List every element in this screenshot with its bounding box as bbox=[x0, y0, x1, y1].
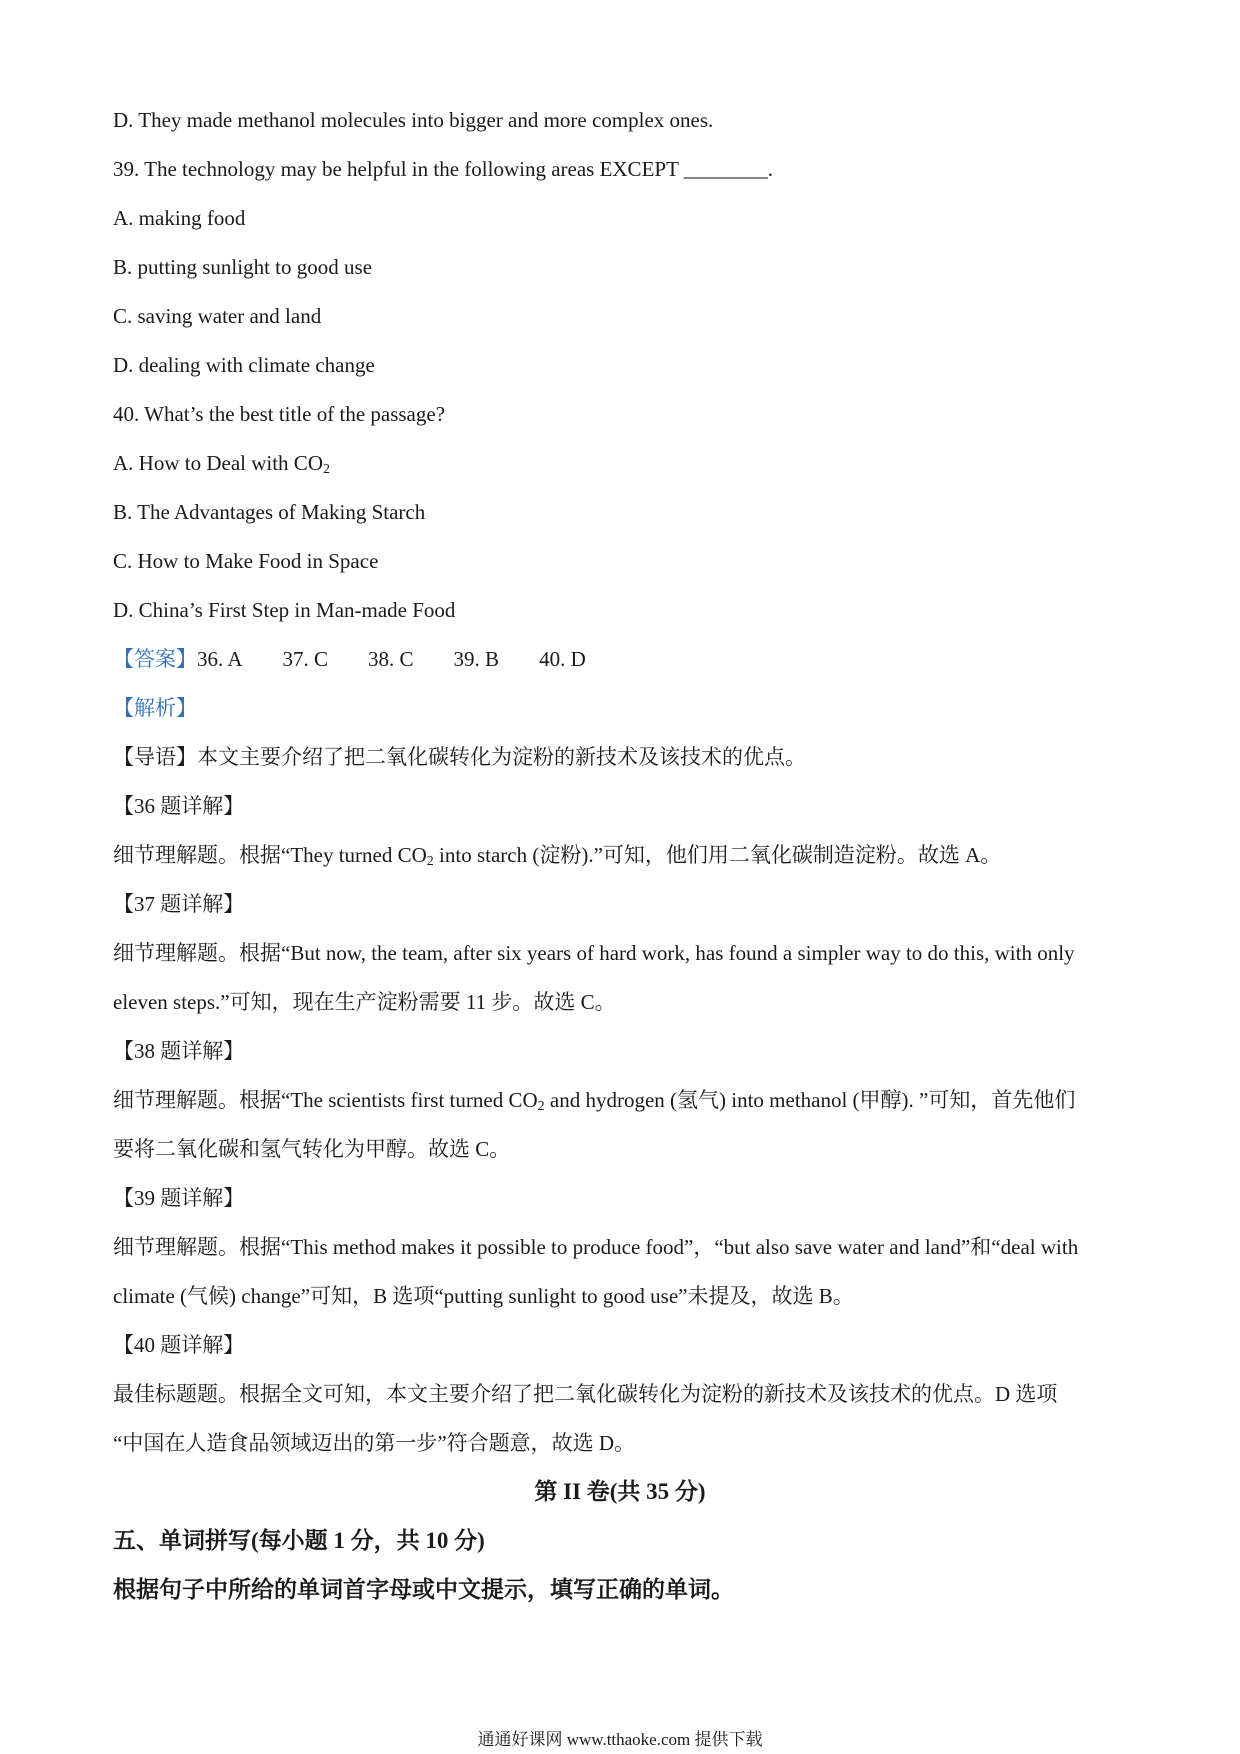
answer-label: 【答案】 bbox=[113, 647, 197, 671]
intro-text: 【导语】本文主要介绍了把二氧化碳转化为淀粉的新技术及该技术的优点。 bbox=[113, 745, 806, 769]
detail-37-text-1: 细节理解题。根据“But now, the team, after six years of hard work, has found a simpler way to do this, with only bbox=[113, 941, 1075, 965]
page-footer: 通通好课网 www.tthaoke.com 提供下载 bbox=[477, 1730, 763, 1749]
answer-item: 39. B bbox=[453, 647, 500, 671]
detail-37-heading: 【37 题详解】 bbox=[113, 892, 245, 916]
option-40d: D. China’s First Step in Man-made Food bbox=[113, 598, 456, 622]
detail-39-heading: 【39 题详解】 bbox=[113, 1186, 245, 1210]
detail-36-heading: 【36 题详解】 bbox=[113, 794, 245, 818]
option-40a: A. How to Deal with $CO_2$ bbox=[113, 451, 330, 477]
answer-item: 40. D bbox=[539, 647, 586, 671]
detail-39-text-2: climate (气候) change”可知，B 选项“putting sunlight to good use”未提及，故选 B。 bbox=[113, 1284, 854, 1308]
detail-38-heading: 【38 题详解】 bbox=[113, 1039, 245, 1063]
answer-item: 37. C bbox=[282, 647, 329, 671]
detail-40-text-1: 最佳标题题。根据全文可知，本文主要介绍了把二氧化碳转化为淀粉的新技术及该技术的优点。D 选项 bbox=[113, 1382, 1058, 1406]
answer-item: 38. C bbox=[368, 647, 414, 671]
detail-39-text-1: 细节理解题。根据“This method makes it possible to produce food”，“but also save water and land”和“deal with bbox=[113, 1235, 1079, 1259]
detail-36-text: 细节理解题。根据“They turned $CO_2$ into starch (淀粉).”可知，他们用二氧化碳制造淀粉。故选 A。 bbox=[113, 843, 1002, 869]
answer-item: 36. A bbox=[197, 647, 243, 671]
question-39: 39. The technology may be helpful in the following areas EXCEPT ________. bbox=[113, 157, 774, 181]
answer-row bbox=[113, 645, 626, 673]
question-40: 40. What’s the best title of the passage? bbox=[113, 402, 446, 426]
detail-40-text-2: “中国在人造食品领域迈出的第一步”符合题意，故选 D。 bbox=[113, 1431, 636, 1455]
detail-37-text-2: eleven steps.”可知，现在生产淀粉需要 11 步。故选 C。 bbox=[113, 990, 616, 1014]
detail-38-text-1: 细节理解题。根据“The scientists first turned $CO_2$ and hydrogen (氢气) into methanol (甲醇). ”可知，首先他们 bbox=[113, 1088, 1076, 1114]
detail-40-heading: 【40 题详解】 bbox=[113, 1333, 245, 1357]
part-5-heading: 五、单词拼写(每小题 1 分，共 10 分) bbox=[113, 1528, 485, 1553]
option-40c: C. How to Make Food in Space bbox=[113, 549, 379, 573]
part-5-instruction: 根据句子中所给的单词首字母或中文提示，填写正确的单词。 bbox=[113, 1577, 734, 1602]
option-40b: B. The Advantages of Making Starch bbox=[113, 500, 426, 524]
analysis-label: 【解析】 bbox=[113, 696, 197, 720]
detail-38-text-2: 要将二氧化碳和氢气转化为甲醇。故选 C。 bbox=[113, 1137, 511, 1161]
option-38d: D. They made methanol molecules into bigger and more complex ones. bbox=[113, 108, 714, 132]
section-title: 第 II 卷(共 35 分) bbox=[534, 1479, 706, 1504]
option-39d: D. dealing with climate change bbox=[113, 353, 375, 377]
option-39a: A. making food bbox=[113, 206, 246, 230]
option-39b: B. putting sunlight to good use bbox=[113, 255, 373, 279]
option-39c: C. saving water and land bbox=[113, 304, 322, 328]
